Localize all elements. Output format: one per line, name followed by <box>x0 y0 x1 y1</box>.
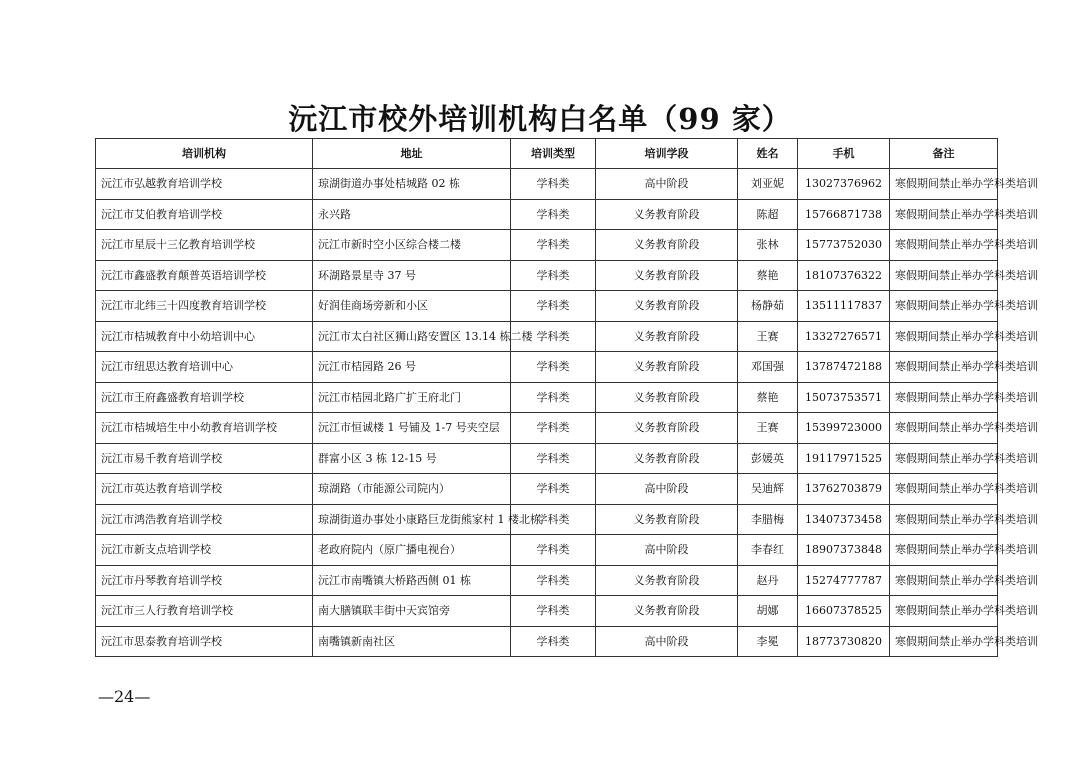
contact-name-cell: 蔡艳 <box>738 382 798 413</box>
remark-cell: 寒假期间禁止举办学科类培训 <box>890 565 998 596</box>
contact-name-cell: 王赛 <box>738 413 798 444</box>
contact-name-cell: 王赛 <box>738 321 798 352</box>
contact-name-cell: 吴迪辉 <box>738 474 798 505</box>
remark-cell: 寒假期间禁止举办学科类培训 <box>890 443 998 474</box>
training-type-cell: 学科类 <box>511 382 596 413</box>
training-type-cell: 学科类 <box>511 230 596 261</box>
table-row <box>96 321 998 352</box>
training-type-cell: 学科类 <box>511 291 596 322</box>
address-cell: 沅江市桔园北路广扩王府北门 <box>313 382 511 413</box>
contact-name-cell: 张林 <box>738 230 798 261</box>
institution-cell: 沅江市鑫盛教育颠普英语培训学校 <box>96 260 313 291</box>
column-header: 备注 <box>890 139 998 169</box>
address-cell: 群富小区 3 栋 12-15 号 <box>313 443 511 474</box>
institution-cell: 沅江市星辰十三亿教育培训学校 <box>96 230 313 261</box>
table-row <box>96 504 998 535</box>
address-cell: 好润佳商场旁新和小区 <box>313 291 511 322</box>
address-cell: 南嘴镇新南社区 <box>313 626 511 657</box>
institution-cell: 沅江市北纬三十四度教育培训学校 <box>96 291 313 322</box>
remark-cell: 寒假期间禁止举办学科类培训 <box>890 596 998 627</box>
contact-name-cell: 蔡艳 <box>738 260 798 291</box>
training-stage-cell: 义务教育阶段 <box>596 596 738 627</box>
table-row <box>96 230 998 261</box>
training-stage-cell: 义务教育阶段 <box>596 321 738 352</box>
training-stage-cell: 高中阶段 <box>596 474 738 505</box>
remark-cell: 寒假期间禁止举办学科类培训 <box>890 413 998 444</box>
phone-cell: 15399723000 <box>798 413 890 444</box>
table-row <box>96 382 998 413</box>
address-cell: 南大膳镇联丰街中天宾馆旁 <box>313 596 511 627</box>
column-header: 培训类型 <box>511 139 596 169</box>
training-type-cell: 学科类 <box>511 535 596 566</box>
column-header: 手机 <box>798 139 890 169</box>
phone-cell: 13511117837 <box>798 291 890 322</box>
institution-cell: 沅江市桔城教育中小幼培训中心 <box>96 321 313 352</box>
column-header: 姓名 <box>738 139 798 169</box>
remark-cell: 寒假期间禁止举办学科类培训 <box>890 321 998 352</box>
institution-cell: 沅江市思泰教育培训学校 <box>96 626 313 657</box>
phone-cell: 15274777787 <box>798 565 890 596</box>
contact-name-cell: 邓国强 <box>738 352 798 383</box>
address-cell: 老政府院内（原广播电视台） <box>313 535 511 566</box>
table-row <box>96 413 998 444</box>
address-cell: 沅江市桔园路 26 号 <box>313 352 511 383</box>
phone-cell: 13762703879 <box>798 474 890 505</box>
contact-name-cell: 赵丹 <box>738 565 798 596</box>
phone-cell: 13407373458 <box>798 504 890 535</box>
page-title: 沅江市校外培训机构白名单（99 家） <box>288 102 792 136</box>
table-row <box>96 626 998 657</box>
training-stage-cell: 义务教育阶段 <box>596 230 738 261</box>
address-cell: 永兴路 <box>313 199 511 230</box>
remark-cell: 寒假期间禁止举办学科类培训 <box>890 230 998 261</box>
training-stage-cell: 义务教育阶段 <box>596 504 738 535</box>
phone-cell: 18773730820 <box>798 626 890 657</box>
table-row <box>96 291 998 322</box>
table-row <box>96 565 998 596</box>
institution-cell: 沅江市王府鑫盛教育培训学校 <box>96 382 313 413</box>
institution-cell: 沅江市纽思达教育培训中心 <box>96 352 313 383</box>
training-type-cell: 学科类 <box>511 596 596 627</box>
contact-name-cell: 李冕 <box>738 626 798 657</box>
column-header: 培训学段 <box>596 139 738 169</box>
institution-cell: 沅江市新支点培训学校 <box>96 535 313 566</box>
training-stage-cell: 义务教育阶段 <box>596 413 738 444</box>
training-stage-cell: 义务教育阶段 <box>596 352 738 383</box>
page-number: —24— <box>98 687 151 706</box>
phone-cell: 15073753571 <box>798 382 890 413</box>
remark-cell: 寒假期间禁止举办学科类培训 <box>890 474 998 505</box>
training-type-cell: 学科类 <box>511 199 596 230</box>
remark-cell: 寒假期间禁止举办学科类培训 <box>890 352 998 383</box>
table-row <box>96 535 998 566</box>
phone-cell: 13787472188 <box>798 352 890 383</box>
contact-name-cell: 李腊梅 <box>738 504 798 535</box>
table-row <box>96 352 998 383</box>
phone-cell: 15773752030 <box>798 230 890 261</box>
remark-cell: 寒假期间禁止举办学科类培训 <box>890 169 998 200</box>
training-type-cell: 学科类 <box>511 443 596 474</box>
training-type-cell: 学科类 <box>511 321 596 352</box>
table-row <box>96 596 998 627</box>
training-type-cell: 学科类 <box>511 565 596 596</box>
training-type-cell: 学科类 <box>511 169 596 200</box>
address-cell: 沅江市新时空小区综合楼二楼 <box>313 230 511 261</box>
phone-cell: 13327276571 <box>798 321 890 352</box>
institution-cell: 沅江市艾伯教育培训学校 <box>96 199 313 230</box>
training-type-cell: 学科类 <box>511 352 596 383</box>
training-type-cell: 学科类 <box>511 626 596 657</box>
training-type-cell: 学科类 <box>511 260 596 291</box>
remark-cell: 寒假期间禁止举办学科类培训 <box>890 382 998 413</box>
training-stage-cell: 高中阶段 <box>596 169 738 200</box>
contact-name-cell: 李春红 <box>738 535 798 566</box>
remark-cell: 寒假期间禁止举办学科类培训 <box>890 260 998 291</box>
address-cell: 琼湖路（市能源公司院内） <box>313 474 511 505</box>
table-row <box>96 199 998 230</box>
whitelist-table <box>95 138 1038 657</box>
address-cell: 沅江市太白社区狮山路安置区 13.14 栋二楼 <box>313 321 511 352</box>
training-type-cell: 学科类 <box>511 504 596 535</box>
training-stage-cell: 义务教育阶段 <box>596 443 738 474</box>
remark-cell: 寒假期间禁止举办学科类培训 <box>890 535 998 566</box>
institution-cell: 沅江市三人行教育培训学校 <box>96 596 313 627</box>
table-row <box>96 169 998 200</box>
phone-cell: 18107376322 <box>798 260 890 291</box>
phone-cell: 18907373848 <box>798 535 890 566</box>
contact-name-cell: 刘亚妮 <box>738 169 798 200</box>
column-header: 地址 <box>313 139 511 169</box>
training-stage-cell: 义务教育阶段 <box>596 199 738 230</box>
address-cell: 沅江市南嘴镇大桥路西侧 01 栋 <box>313 565 511 596</box>
institution-cell: 沅江市英达教育培训学校 <box>96 474 313 505</box>
address-cell: 环湖路景星寺 37 号 <box>313 260 511 291</box>
phone-cell: 15766871738 <box>798 199 890 230</box>
training-stage-cell: 高中阶段 <box>596 535 738 566</box>
training-stage-cell: 义务教育阶段 <box>596 382 738 413</box>
remark-cell: 寒假期间禁止举办学科类培训 <box>890 626 998 657</box>
phone-cell: 19117971525 <box>798 443 890 474</box>
table-header-row <box>96 139 998 169</box>
phone-cell: 13027376962 <box>798 169 890 200</box>
table-row <box>96 474 998 505</box>
training-stage-cell: 义务教育阶段 <box>596 260 738 291</box>
training-stage-cell: 义务教育阶段 <box>596 565 738 596</box>
address-cell: 沅江市恒诚楼 1 号铺及 1-7 号夹空层 <box>313 413 511 444</box>
contact-name-cell: 胡娜 <box>738 596 798 627</box>
institution-cell: 沅江市丹琴教育培训学校 <box>96 565 313 596</box>
institution-cell: 沅江市弘越教育培训学校 <box>96 169 313 200</box>
remark-cell: 寒假期间禁止举办学科类培训 <box>890 199 998 230</box>
training-type-cell: 学科类 <box>511 474 596 505</box>
table-row <box>96 260 998 291</box>
address-cell: 琼湖街道办事处小康路巨龙街熊家村 1 楼北栋 <box>313 504 511 535</box>
institution-cell: 沅江市鸿浩教育培训学校 <box>96 504 313 535</box>
contact-name-cell: 杨静茹 <box>738 291 798 322</box>
remark-cell: 寒假期间禁止举办学科类培训 <box>890 504 998 535</box>
phone-cell: 16607378525 <box>798 596 890 627</box>
column-header: 培训机构 <box>96 139 313 169</box>
table-row <box>96 443 998 474</box>
remark-cell: 寒假期间禁止举办学科类培训 <box>890 291 998 322</box>
training-type-cell: 学科类 <box>511 413 596 444</box>
contact-name-cell: 陈超 <box>738 199 798 230</box>
training-stage-cell: 义务教育阶段 <box>596 291 738 322</box>
institution-cell: 沅江市桔城培生中小幼教育培训学校 <box>96 413 313 444</box>
contact-name-cell: 彭媛英 <box>738 443 798 474</box>
table-body <box>96 169 1038 657</box>
training-stage-cell: 高中阶段 <box>596 626 738 657</box>
institution-cell: 沅江市易千教育培训学校 <box>96 443 313 474</box>
address-cell: 琼湖街道办事处桔城路 02 栋 <box>313 169 511 200</box>
